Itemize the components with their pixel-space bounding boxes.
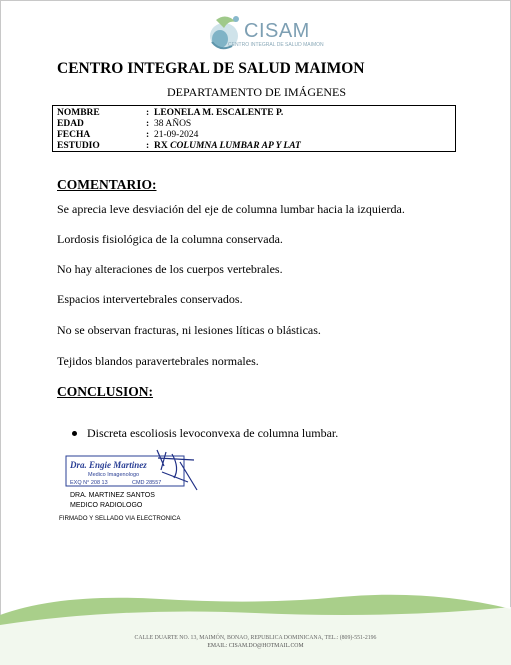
svg-text:Medico Imagenologo: Medico Imagenologo xyxy=(88,472,140,478)
info-label: NOMBRE xyxy=(57,108,100,118)
comment-paragraph: Espacios intervertebrales conservados. xyxy=(57,292,243,306)
study-prefix: RX xyxy=(154,141,168,151)
comment-heading: COMENTARIO: xyxy=(57,177,157,192)
signer-name: DRA. MARTINEZ SANTOS xyxy=(70,492,155,499)
conclusion-list-item xyxy=(72,426,338,441)
logo-tagline: CENTRO INTEGRAL DE SALUD MAIMON xyxy=(228,42,324,48)
svg-text:Dra. Engie Martinez: Dra. Engie Martinez xyxy=(70,460,147,470)
bullet-icon xyxy=(72,431,77,436)
info-value: 21-09-2024 xyxy=(154,130,199,140)
info-label: FECHA xyxy=(57,130,91,140)
info-value: LEONELA M. ESCALENTE P. xyxy=(154,108,284,118)
patient-info-box xyxy=(52,105,456,152)
cisam-logo xyxy=(206,12,324,56)
footer-address: CALLE DUARTE NO. 13, MAIMÓN, BONAO, REPUBLICA DOMINICANA, TEL.: (809)-551-2196 xyxy=(134,635,377,641)
svg-text:CMD 28557: CMD 28557 xyxy=(132,480,162,486)
conclusion-heading: CONCLUSION: xyxy=(57,384,154,399)
study-name: COLUMNA LUMBAR AP Y LAT xyxy=(170,141,301,151)
signature-stamp xyxy=(62,448,202,493)
comment-paragraph: Lordosis fisiológica de la columna conservada. xyxy=(57,232,283,246)
comment-paragraph: Se aprecia leve desviación del eje de columna lumbar hacia la izquierda. xyxy=(57,202,405,216)
page-title: CENTRO INTEGRAL DE SALUD MAIMON xyxy=(57,60,365,77)
info-separator: : xyxy=(146,108,150,118)
logo-lettering: CISAM xyxy=(244,20,310,42)
info-separator: : xyxy=(146,119,150,129)
info-label: EDAD xyxy=(57,119,84,129)
info-separator: : xyxy=(146,130,150,140)
department-title: DEPARTAMENTO DE IMÁGENES xyxy=(167,85,346,99)
signature-note: FIRMADO Y SELLADO VIA ELECTRONICA xyxy=(59,515,181,522)
svg-text:EXQ N° 208 13: EXQ N° 208 13 xyxy=(70,480,108,486)
comment-paragraph: Tejidos blandos paravertebrales normales. xyxy=(57,354,259,368)
comment-paragraph: No hay alteraciones de los cuerpos vertebrales. xyxy=(57,262,283,276)
comment-paragraph: No se observan fracturas, ni lesiones líticas o blásticas. xyxy=(57,323,321,337)
conclusion-text: Discreta escoliosis levoconvexa de columna lumbar. xyxy=(87,426,339,440)
info-value xyxy=(154,141,301,151)
info-separator: : xyxy=(146,141,150,151)
info-label: ESTUDIO xyxy=(57,141,100,151)
footer-email: EMAIL: CISAM.DO@HOTMAIL.COM xyxy=(207,643,304,649)
signer-role: MEDICO RADIOLOGO xyxy=(70,502,143,509)
footer-wave xyxy=(0,585,511,665)
info-value: 38 AÑOS xyxy=(154,119,192,129)
